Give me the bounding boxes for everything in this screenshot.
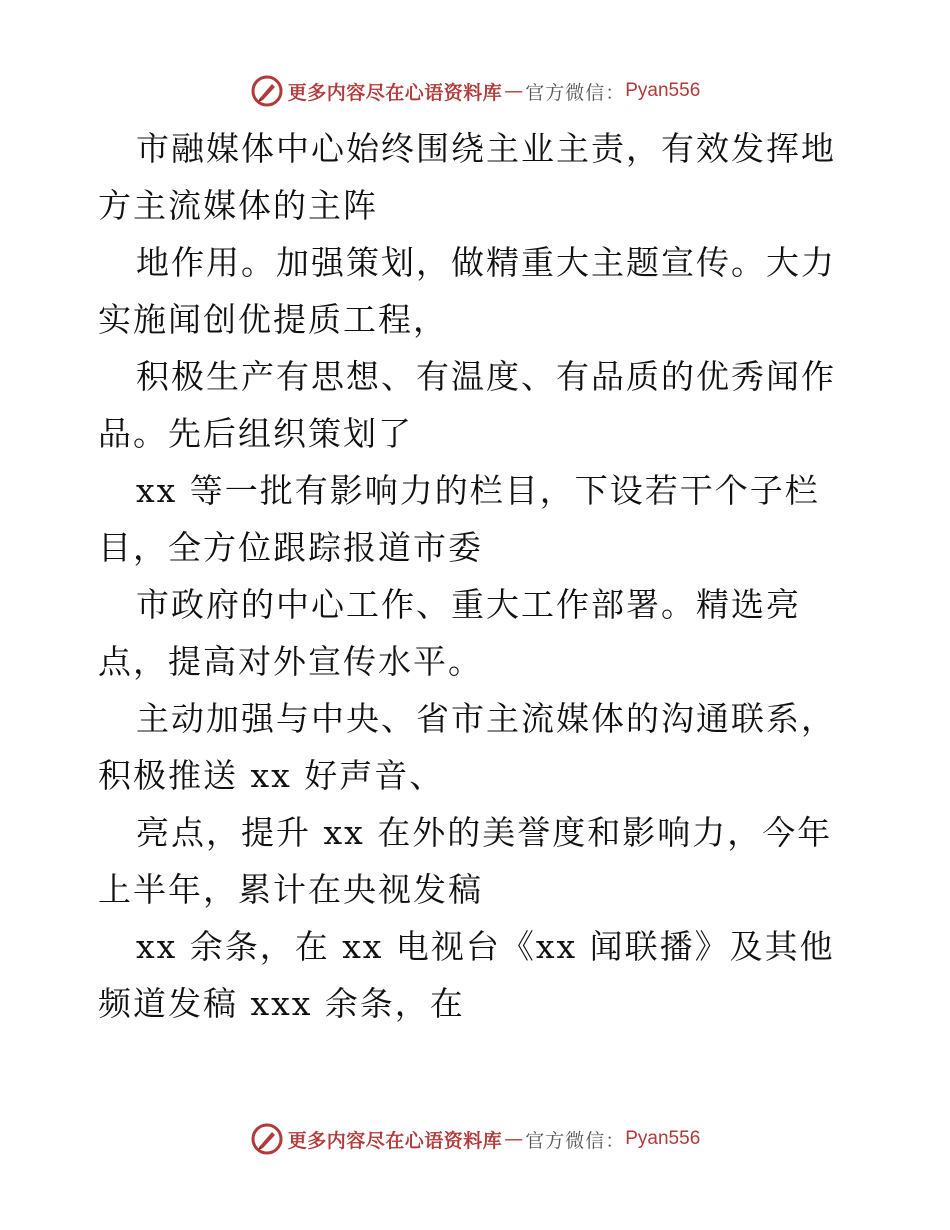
header-site-text: 更多内容尽在心语资料库 bbox=[287, 81, 503, 104]
header-wechat-label: 官方微信： bbox=[525, 81, 626, 104]
paragraph-3: 积极生产有思想、有温度、有品质的优秀闻作品。先后组织策划了 bbox=[98, 357, 836, 453]
footer-banner bbox=[0, 1119, 950, 1159]
paragraph-8: xx 余条，在 xx 电视台《xx 闻联播》及其他频道发稿 xxx 余条，在 bbox=[98, 927, 835, 1023]
paragraph-2: 地作用。加强策划，做精重大主题宣传。大力实施闻创优提质工程， bbox=[98, 243, 836, 339]
header-dash: — bbox=[504, 80, 524, 102]
document-body bbox=[98, 120, 858, 1032]
header-wechat-id: Pyan556 bbox=[625, 80, 701, 101]
footer-wechat-label: 官方微信： bbox=[525, 1129, 626, 1152]
paragraph-6: 主动加强与中央、省市主流媒体的沟通联系，积极推送 xx 好声音、 bbox=[98, 699, 836, 795]
footer-wechat-id: Pyan556 bbox=[625, 1128, 701, 1149]
paragraph-1: 市融媒体中心始终围绕主业主责，有效发挥地方主流媒体的主阵 bbox=[98, 129, 836, 225]
pen-logo-icon bbox=[250, 74, 284, 108]
paragraph-7: 亮点，提升 xx 在外的美誉度和影响力，今年上半年，累计在央视发稿 bbox=[98, 813, 833, 909]
paragraph-5: 市政府的中心工作、重大工作部署。精选亮点，提高对外宣传水平。 bbox=[98, 585, 801, 681]
pen-logo-icon bbox=[250, 1122, 284, 1156]
paragraph-4: xx 等一批有影响力的栏目，下设若干个子栏目，全方位跟踪报道市委 bbox=[98, 471, 820, 567]
footer-site-text: 更多内容尽在心语资料库 bbox=[287, 1129, 503, 1152]
header-banner bbox=[0, 71, 950, 111]
footer-dash: — bbox=[504, 1128, 524, 1150]
